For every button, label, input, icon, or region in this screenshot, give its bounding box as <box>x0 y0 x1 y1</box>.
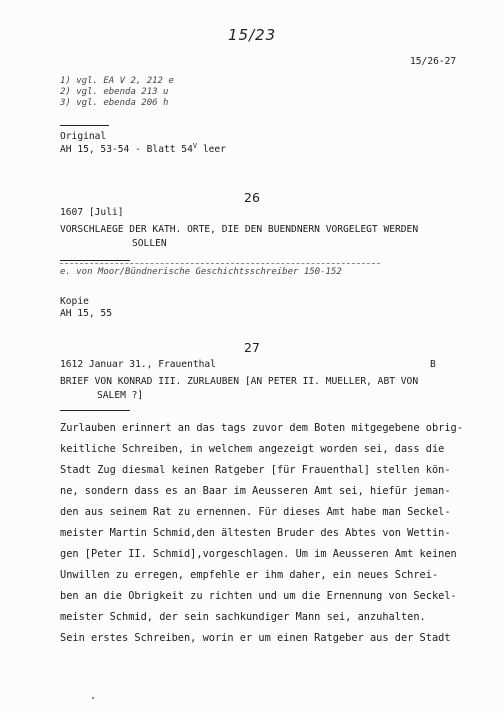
source-ref-suffix: leer <box>197 144 226 156</box>
source-ref-text: AH 15, 53-54 - Blatt 54 <box>60 144 193 156</box>
entry-26-title-line: VORSCHLAEGE DER KATH. ORTE, DIE DEN BUENDNERN VORGELEGT WERDEN <box>60 224 419 235</box>
entry-27-title-line: BRIEF VON KONRAD III. ZURLAUBEN [AN PETER II. MUELLER, ABT VON <box>60 376 419 387</box>
entry-27-date: 1612 Januar 31., Frauenthal <box>60 359 216 370</box>
body-line: meister Martin Schmid,den ältesten Bruder des Abtes von Wettin- <box>60 527 451 539</box>
body-line: Stadt Zug diesmal keinen Ratgeber [für Frauenthal] stellen kön- <box>60 464 451 476</box>
body-line: ben an die Obrigkeit zu richten und um die Ernennung von Seckel- <box>60 590 457 602</box>
body-line: den aus seinem Rat zu ernennen. Für dieses Amt habe man Seckel- <box>60 506 451 518</box>
reference-list <box>60 76 174 109</box>
entry-26-title <box>60 223 418 251</box>
footnote-separator <box>60 125 109 126</box>
entry-26-date: 1607 [Juli] <box>60 207 124 218</box>
entry-27-body <box>60 418 463 649</box>
reference-item: 2) vgl. ebenda 213 u <box>60 87 169 97</box>
body-line: meister Schmid, der sein sachkundiger Mann sei, anzuhalten. <box>60 611 426 623</box>
body-line: Zurlauben erinnert an das tags zuvor dem Boten mitgegebene obrig- <box>60 422 463 434</box>
entry-number-27: 27 <box>244 340 260 355</box>
body-line: keitliche Schreiben, in welchem angezeigt worden sei, dass die <box>60 443 445 455</box>
page-range: 15/26-27 <box>410 56 457 67</box>
source-label-kopie: Kopie <box>60 296 89 307</box>
source-reference-original <box>60 142 226 155</box>
entry-number-26: 26 <box>244 190 260 205</box>
entry-27-title <box>60 375 418 403</box>
source-reference-kopie: AH 15, 55 <box>60 308 112 319</box>
entry-26-separator <box>60 260 130 261</box>
source-ref-sup: V <box>192 142 198 150</box>
entry-26-note: e. von Moor/Bündnerische Geschichtsschreiber 150-152 <box>60 267 342 277</box>
source-label-original: Original <box>60 131 107 142</box>
body-line: gen [Peter II. Schmid],vorgeschlagen. Um im Aeusseren Amt keinen <box>60 548 457 560</box>
entry-27-marker: B <box>430 359 436 370</box>
entry-26-note-line <box>60 263 380 264</box>
reference-item: 1) vgl. EA V 2, 212 e <box>60 76 174 86</box>
entry-27-title-line: SALEM ?] <box>97 390 144 401</box>
entry-27-separator <box>60 410 130 411</box>
body-line: ne, sondern dass es an Baar im Aeusseren Amt sei, hiefür jeman- <box>60 485 451 497</box>
body-line: Sein erstes Schreiben, worin er um einen Ratgeber aus der Stadt <box>60 632 451 644</box>
reference-item: 3) vgl. ebenda 206 h <box>60 98 169 108</box>
archive-number-handwritten: 15/23 <box>228 26 277 44</box>
body-line: Unwillen zu erregen, empfehle er ihm daher, ein neues Schrei- <box>60 569 439 581</box>
entry-26-title-line: SOLLEN <box>132 238 167 249</box>
scan-speck <box>92 697 94 699</box>
